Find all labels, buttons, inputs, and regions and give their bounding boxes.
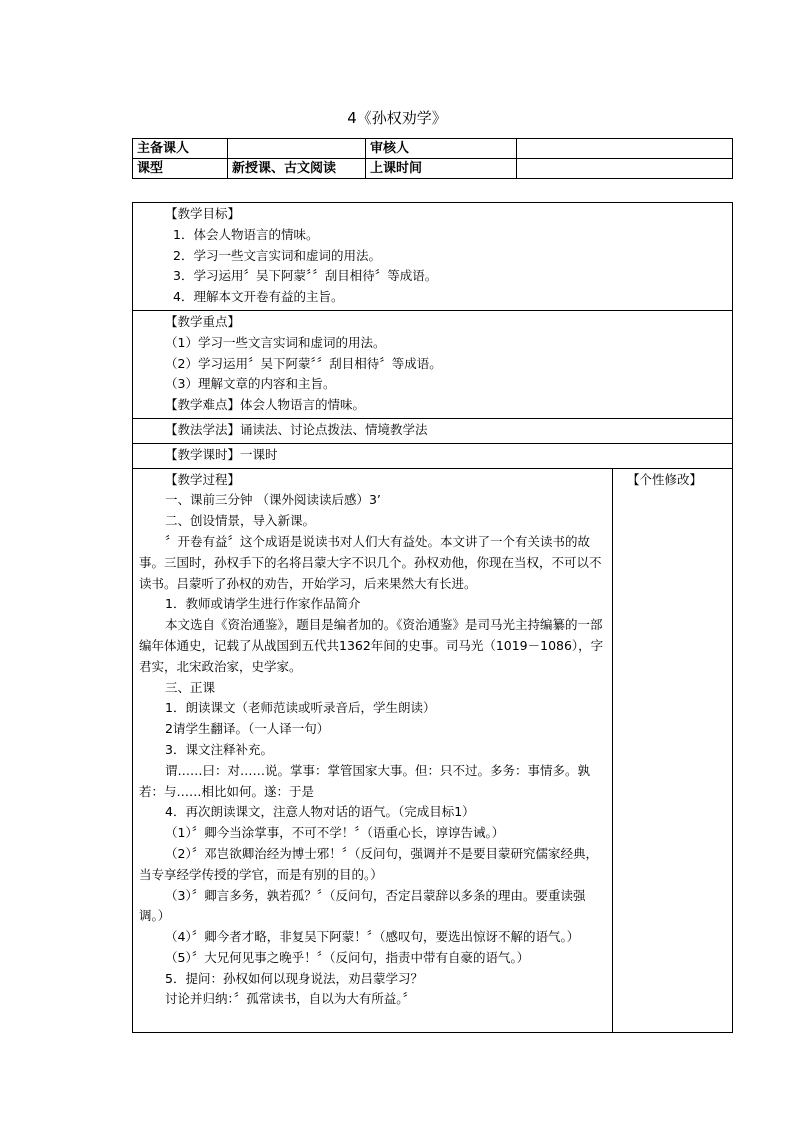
meta-row-1 (133, 139, 733, 159)
process-line: 1．朗读课文（老师范读或听录音后，学生朗读） (165, 700, 436, 716)
keys-row (133, 310, 733, 418)
label-class-time: 上课时间 (366, 159, 517, 179)
process-paragraph: （2）〞邓岂欲卿治经为博士邪！〞（反问句，强调并不是要目蒙研究儒家经典，当专享经学传授的学官，而是有别的目的。） (139, 845, 598, 882)
label-lesson-type: 课型 (133, 159, 228, 179)
value-class-time (517, 159, 733, 179)
hours-cell (133, 443, 733, 468)
meta-row-2 (133, 159, 733, 179)
key-item: （3）理解文章的内容和主旨。 (165, 376, 336, 392)
goals-row (133, 203, 733, 311)
notes-heading: 【个性修改】 (627, 471, 703, 487)
label-preparer: 主备课人 (133, 139, 228, 159)
keys-heading: 【教学重点】 (165, 313, 241, 329)
method-row (133, 418, 733, 443)
difficulty-line: 【教学难点】体会人物语言的情味。 (165, 397, 366, 413)
process-line: （5）〞大兄何见事之晚乎！〞（反问句，指责中带有自豪的语气。） (165, 949, 530, 965)
hours-row (133, 443, 733, 468)
goal-item: 1．体会人物语言的情味。 (173, 226, 319, 242)
process-cell (133, 468, 613, 1032)
value-lesson-type: 新授课、古文阅读 (228, 159, 366, 179)
lesson-plan-table (132, 202, 733, 1033)
process-line: 讨论并归纳：〞孤常读书，自以为大有所益。〞 (165, 991, 416, 1007)
goals-cell (133, 203, 733, 311)
method-line: 【教法学法】诵读法、讨论点拨法、情境教学法 (165, 421, 428, 437)
goal-item: 3．学习运用〞吴下阿蒙〞〞刮目相待〞等成语。 (173, 268, 438, 284)
goal-item: 4．理解本文开卷有益的主旨。 (173, 289, 344, 305)
meta-table (132, 138, 733, 179)
process-heading: 【教学过程】 (165, 471, 241, 487)
key-item: （1）学习一些文言实词和虚词的用法。 (165, 334, 386, 350)
label-reviewer: 审核人 (366, 139, 517, 159)
process-row (133, 468, 733, 1032)
key-item: （2）学习运用〞吴下阿蒙〞〞刮目相待〞等成语。 (165, 355, 442, 371)
page-title: 4《孙权劝学》 (347, 109, 447, 127)
process-paragraph: （4）〞卿今者才略，非复吴下阿蒙！〞（感叹句，要选出惊讶不解的语气。） (165, 929, 580, 945)
process-paragraph: 本文选自《资治通鉴》，题目是编者加的。《资治通鉴》是司马光主持编纂的一部编年体通史，记载了从战国到五代共1362年间的史事。司马光（1019－1086），字君实，北宋政治家，史学家。 (139, 617, 604, 674)
keys-cell (133, 310, 733, 418)
method-cell (133, 418, 733, 443)
process-line: 4．再次朗读课文，注意人物对话的语气。（完成目标1） (165, 804, 475, 820)
process-paragraph: （3）〞卿言多务，孰若孤？〞（反问句，否定吕蒙辞以多条的理由。要重读强调。） (139, 887, 586, 924)
notes-cell (613, 468, 733, 1032)
process-line: 1．教师或请学生进行作家作品简介 (165, 596, 361, 612)
process-line: 3．课文注释补充。 (165, 741, 273, 757)
value-preparer (228, 139, 366, 159)
process-line: 2请学生翻译。（一人译一句） (165, 721, 330, 737)
value-reviewer (517, 139, 733, 159)
process-line: 三、正课 (165, 679, 216, 695)
goals-heading: 【教学目标】 (165, 206, 241, 221)
process-line: （1）〞卿今当涂掌事，不可不学！〞（语重心长，谆谆告诫。） (165, 825, 505, 841)
process-line: 一、课前三分钟 （课外阅读读后感）3’ (165, 492, 381, 508)
hours-line: 【教学课时】一课时 (165, 446, 278, 462)
process-line: 5．提问：孙权如何以现身说法，劝吕蒙学习？ (165, 970, 423, 986)
process-paragraph: 〞开卷有益〞这个成语是说读书对人们大有益处。本文讲了一个有关读书的故事。三国时，孙权手下的名将吕蒙大字不识几个。孙权劝他，你现在当权，不可以不读书。吕蒙听了孙权的劝告，开始学习，后来果然大有长进。 (139, 533, 602, 591)
goal-item: 2．学习一些文言实词和虚词的用法。 (173, 247, 381, 263)
process-line: 二、创设情景，导入新课。 (165, 513, 316, 529)
process-paragraph: 谓……曰：对……说。掌事：掌管国家大事。但：只不过。多务：事情多。孰若：与……相比如何。遂：于是 (139, 762, 591, 799)
